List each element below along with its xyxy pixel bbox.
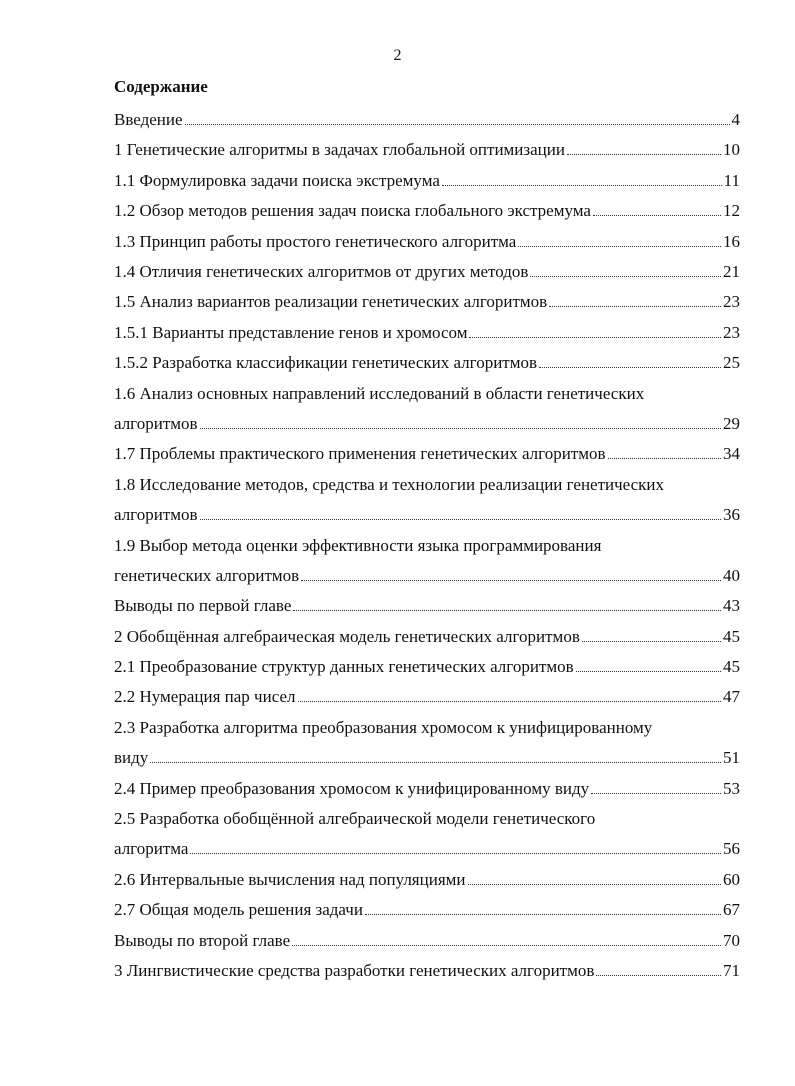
toc-entry-text-line1: 1.6 Анализ основных направлений исследований в области генетических <box>114 383 645 403</box>
toc-entry-page: 70 <box>723 930 740 950</box>
toc-entry <box>114 622 740 652</box>
dot-leader <box>150 762 721 763</box>
dot-leader <box>539 367 721 368</box>
toc-entry-text: 3 Лингвистические средства разработки генетических алгоритмов <box>114 961 595 981</box>
toc-entry-page: 34 <box>723 444 740 464</box>
dot-leader <box>200 519 721 520</box>
toc-entry-text: 2 Обобщённая алгебраическая модель генетических алгоритмов <box>114 626 580 646</box>
toc-entry <box>114 105 740 135</box>
toc-entry-page: 47 <box>723 687 740 707</box>
toc-entry <box>114 257 740 287</box>
toc-entry-text: Выводы по второй главе <box>114 930 291 950</box>
toc-entry-page: 45 <box>723 626 740 646</box>
toc-entry-text: 1.1 Формулировка задачи поиска экстремума <box>114 170 440 190</box>
dot-leader <box>549 306 721 307</box>
toc-entry <box>114 196 740 226</box>
toc-entry-text: 1.4 Отличия генетических алгоритмов от других методов <box>114 261 529 281</box>
toc-entry-text-line1: 1.8 Исследование методов, средства и технологии реализации генетических <box>114 474 665 494</box>
toc-entry-text-line1: 2.3 Разработка алгоритма преобразования хромосом к унифицированному <box>114 717 653 737</box>
toc-entry-text: 2.2 Нумерация пар чисел <box>114 687 296 707</box>
toc-entry-page: 11 <box>723 170 740 190</box>
page-number: 2 <box>393 47 402 64</box>
toc-entry-text: 1 Генетические алгоритмы в задачах глобальной оптимизации <box>114 140 565 160</box>
toc-entry-page: 45 <box>723 657 740 677</box>
toc-entry <box>114 682 740 712</box>
toc-entry-text: 1.5 Анализ вариантов реализации генетических алгоритмов <box>114 292 548 312</box>
dot-leader <box>530 276 721 277</box>
toc-entry-page: 23 <box>723 292 740 312</box>
toc-title: Содержание <box>114 77 208 96</box>
toc-entry-page: 21 <box>723 261 740 281</box>
toc-entry <box>114 804 740 865</box>
toc-entry <box>114 348 740 378</box>
toc-entry-page: 10 <box>723 140 740 160</box>
toc-entry <box>114 439 740 469</box>
dot-leader <box>468 884 722 885</box>
dot-leader <box>596 975 721 976</box>
dot-leader <box>518 246 721 247</box>
toc-entry-text: 2.6 Интервальные вычисления над популяциями <box>114 869 466 889</box>
dot-leader <box>608 458 721 459</box>
dot-leader <box>292 945 721 946</box>
toc-entry-page: 40 <box>723 565 740 585</box>
toc-entry <box>114 531 740 592</box>
dot-leader <box>442 185 722 186</box>
toc-entry-page: 25 <box>723 353 740 373</box>
toc-entry-page: 53 <box>723 778 740 798</box>
toc-entry <box>114 713 740 774</box>
toc-entry <box>114 895 740 925</box>
toc-entry-page: 4 <box>731 110 740 129</box>
dot-leader <box>298 701 722 702</box>
toc-entry <box>114 926 740 956</box>
toc-entry-text-line2: генетических алгоритмов <box>114 565 300 585</box>
dot-leader <box>567 154 721 155</box>
toc-entry-page: 23 <box>723 322 740 342</box>
toc-entry-page: 29 <box>723 413 740 433</box>
toc-entry-text: 1.3 Принцип работы простого генетического алгоритма <box>114 231 517 251</box>
dot-leader <box>582 641 721 642</box>
toc-entry-text-line1: 2.5 Разработка обобщённой алгебраической модели генетического <box>114 809 596 829</box>
toc-entry <box>114 652 740 682</box>
toc-entry-text: 2.7 Общая модель решения задачи <box>114 900 363 920</box>
dot-leader <box>576 671 721 672</box>
toc-entry <box>114 318 740 348</box>
toc-entry <box>114 227 740 257</box>
toc-entry-page: 43 <box>723 596 740 616</box>
toc-entry-text: Введение <box>114 110 183 129</box>
toc-entry-text: 1.2 Обзор методов решения задач поиска глобального экстремума <box>114 201 591 221</box>
table-of-contents <box>114 105 740 986</box>
dot-leader <box>365 914 721 915</box>
dot-leader <box>190 853 721 854</box>
toc-entry-page: 36 <box>723 505 740 525</box>
toc-entry-text-line2: алгоритма <box>114 839 189 859</box>
toc-entry <box>114 135 740 165</box>
toc-entry-page: 51 <box>723 748 740 768</box>
toc-entry-text-line1: 1.9 Выбор метода оценки эффективности языка программирования <box>114 535 602 555</box>
toc-entry <box>114 956 740 986</box>
dot-leader <box>200 428 721 429</box>
toc-entry-text: 2.4 Пример преобразования хромосом к унифицированному виду <box>114 778 590 798</box>
toc-entry-text-line2: виду <box>114 748 149 768</box>
dot-leader <box>593 215 721 216</box>
toc-entry-page: 60 <box>723 869 740 889</box>
dot-leader <box>185 124 730 125</box>
toc-entry <box>114 470 740 531</box>
toc-entry-page: 71 <box>723 961 740 981</box>
toc-entry-text: 1.5.2 Разработка классификации генетических алгоритмов <box>114 353 538 373</box>
dot-leader <box>591 793 721 794</box>
toc-entry-page: 67 <box>723 900 740 920</box>
toc-entry-text: 1.5.1 Варианты представление генов и хромосом <box>114 322 468 342</box>
toc-entry <box>114 591 740 621</box>
dot-leader <box>469 337 721 338</box>
toc-entry <box>114 379 740 440</box>
toc-entry-page: 16 <box>723 231 740 251</box>
toc-entry-text: Выводы по первой главе <box>114 596 292 616</box>
toc-entry-text: 1.7 Проблемы практического применения генетических алгоритмов <box>114 444 606 464</box>
dot-leader <box>293 610 721 611</box>
toc-entry-text-line2: алгоритмов <box>114 505 198 525</box>
toc-entry-page: 56 <box>723 839 740 859</box>
toc-entry-text: 2.1 Преобразование структур данных генетических алгоритмов <box>114 657 574 677</box>
dot-leader <box>301 580 721 581</box>
toc-entry <box>114 166 740 196</box>
toc-entry <box>114 774 740 804</box>
toc-entry-text-line2: алгоритмов <box>114 413 198 433</box>
toc-entry <box>114 287 740 317</box>
toc-entry <box>114 865 740 895</box>
toc-entry-page: 12 <box>723 201 740 221</box>
